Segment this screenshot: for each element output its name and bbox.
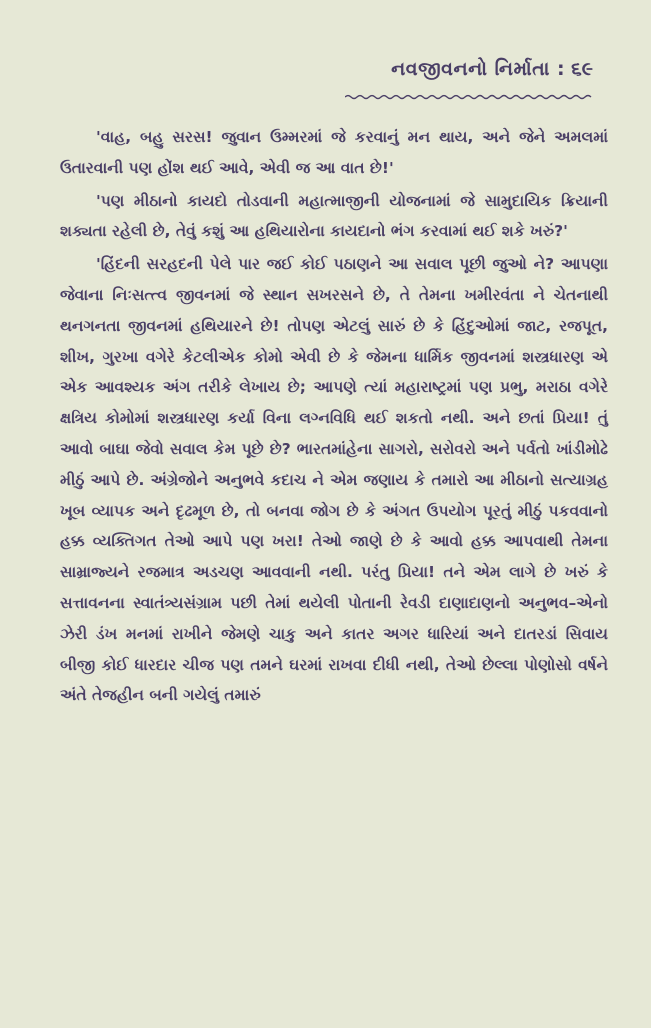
wavy-underline-graphic	[345, 94, 593, 100]
paragraph-1: 'વાહ, બહુ સરસ! જુવાન ઉમ્મરમાં જે કરવાનું મન થાય, અને જેને અમલમાં ઉતારવાની પણ હોંશ થઈ આવે, એવી જ આ વાત છે!'	[60, 128, 608, 177]
wavy-underline	[345, 94, 593, 100]
body-text	[60, 122, 608, 713]
running-title: નવજીવનનો નિર્માતા :	[391, 58, 566, 80]
running-head	[391, 58, 593, 80]
paragraph-3: 'હિંદની સરહદની પેલે પાર જઈ કોઈ પઠાણને આ સવાલ પૂછી જુઓ ને? આપણા જેવાના નિઃસત્ત્વ જીવનમાં જે સ્થાન સખરસને છે, તે તેમના ખમીરવંતા ને ચેતનાથી થનગનતા જીવનમાં હથિયારને છે! તોપણ એટલું સારું છે કે હિંદુઓમાં જાટ, રજપૂત, શીખ, ગુરખા વગેરે કેટલીએક કોમો એવી છે કે જેમના ધાર્મિક જીવનમાં શસ્ત્રધારણ એ એક આવશ્યક અંગ તરીકે લેખાય છે; આપણે ત્યાં મહારાષ્ટ્રમાં પણ પ્રભુ, મરાઠા વગેરે ક્ષત્રિય કોમોમાં શસ્ત્રધારણ કર્યા વિના લગ્નવિધિ થઈ શકતો નથી. અને છતાં પ્રિયા! તું આવો બાઘા જેવો સવાલ કેમ પૂછે છે? ભારતમાંહેના સાગરો, સરોવરો અને પર્વતો ખાંડીમોઢે મીઠું આપે છે. અંગ્રેજોને અનુભવે કદાચ ને એમ જણાય કે તમારો આ મીઠાનો સત્યાગ્રહ ખૂબ વ્યાપક અને દૃઢમૂળ છે, તો બનવા જોગ છે કે અંગત ઉપયોગ પૂરતું મીઠું પકવવાનો હક્ક વ્યક્તિગત તેઓ આપે પણ ખરા! તેઓ જાણે છે કે આવો હક્ક આપવાથી તેમના સામ્રાજ્યને રજમાત્ર અડચણ આવવાની નથી. પરંતુ પ્રિયા! તને એમ લાગે છે ખરું કે સત્તાવનના સ્વાતંત્ર્યસંગ્રામ પછી તેમાં થયેલી પોતાની રેવડી દાણાદાણનો અનુભવ–એનો ઝેરી ડંખ મનમાં રાખીને જેમણે ચાકુ અને કાતર અગર ધારિયાં અને દાતરડાં સિવાય બીજી કોઈ ધારદાર ચીજ પણ તમને ઘરમાં રાખવા દીધી નથી, તેઓ છેલ્લા પોણોસો વર્ષને અંતે તેજહીન બની ગયેલું તમારું	[60, 255, 608, 705]
page-number: ૬૯	[571, 58, 593, 80]
paragraph-2: 'પણ મીઠાનો કાયદો તોડવાની મહાત્માજીની યોજનામાં જે સામુદાયિક ક્રિયાની શક્યતા રહેલી છે, તેવું કશું આ હથિયારોના કાયદાનો ભંગ કરવામાં થઈ શકે ખરું?'	[60, 191, 608, 241]
